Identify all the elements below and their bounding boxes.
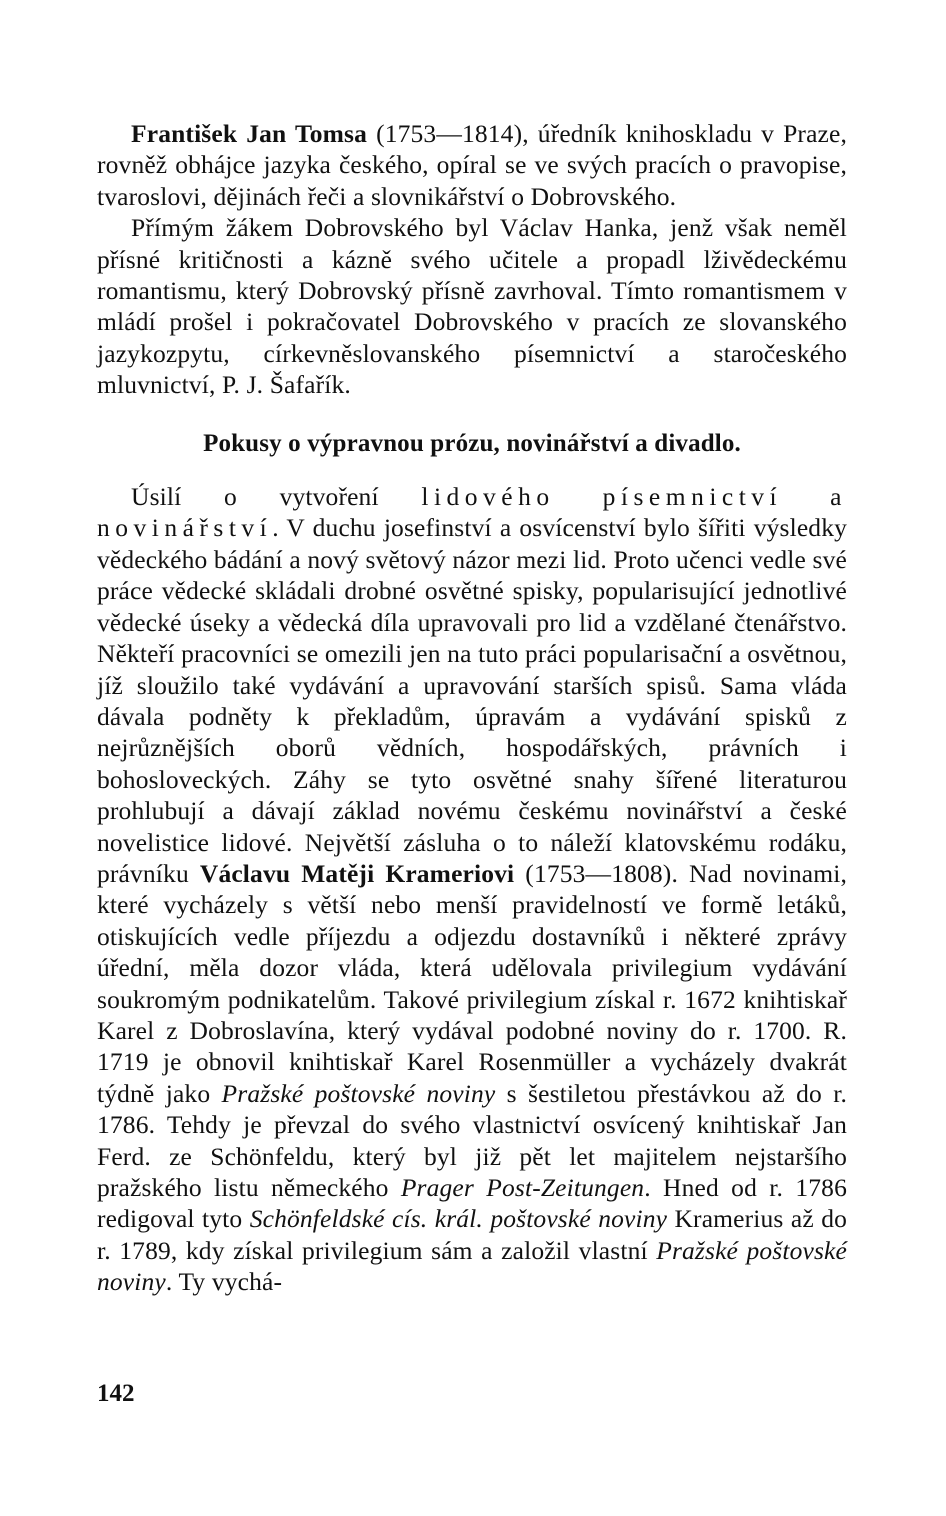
paragraph-text: (1753—1808). Nad novinami, které vycházely s větší nebo menší pravidelností ve formě letáků, otiskujících vedle příjezdu a odjezdu dostavníků i některé zprávy úřední, měla dozor vláda, která udělovala privilegium vydávání soukromým podnikatelům. Takové privilegium získal r. 1672 knihtiskař Karel z Dobroslavína, který vydával podobné noviny do r. 1700. R. 1719 je obnovil knihtiskař Karel Rosenmüller a vycházely dvakrát týdně jako [97,858,847,1108]
paragraph-text: s šestiletou přestávkou až do r. 1786. Tehdy je převzal do svého vlastnictví osvícený knihtiskař Jan Ferd. ze Schönfeldu, který byl již pět let majitelem nejstaršího pražského listu německého [97,1078,847,1202]
paragraph-text: . Ty vychá- [165,1267,283,1297]
paragraph-tomsa [97,118,847,212]
paragraph-text: . V duchu josefinství a osvícenství bylo šířiti výsledky vědeckého bádání a nový světový názor mezi lid. Proto učenci vedle své práce vědecké skládali drobné osvětné spisky, popularisující jednotlivé vědecké úseky a vědecká díla upravovali pro lid a vzdělané čtenářstvo. Někteří pracovníci se omezili jen na tuto práci popularisační a osvětnou, jíž sloužilo také vydávání a upravování starších spisů. Sama vláda dávala podněty k překladům, úpravám a vydávání spisků z nejrůznějších oborů vědních, hospodářských, právních i bohosloveckých. Záhy se tyto osvětné snahy šířené literaturou prohlubují a dávají základ novému českému novinářství a české novelistice lidové. Největší zásluha o to náleží klatovskému rodáku, právníku [97,513,847,888]
newspaper-title: Pražské poštovské noviny [221,1078,496,1108]
newspaper-title: Prager Post-Zeitungen [400,1173,645,1202]
newspaper-title: Schönfeldské cís. král. poštovské noviny [249,1204,668,1234]
person-name-tomsa: František Jan Tomsa [131,119,368,148]
page-number: 142 [97,1380,135,1407]
page-body [97,118,847,1298]
paragraph-hanka [97,212,847,400]
paragraph-text: (1753—1814), úředník knihoskladu v Praze, rovněž obhájce jazyka českého, opíral se ve svých pracích o pravopise, tvaroslovi, dějinách řeči a slovnikářství o Dobrovského. [97,119,847,211]
paragraph-text: Úsilí o vytvoření [131,482,422,512]
paragraph-text: Přímým žákem Dobrovského byl Václav Hanka, jenž však neměl přísné kritičnosti a kázně svého učitele a propadl lživědeckému romantismu, který Dobrovský přísně zavrhoval. Tímto romantismem v mládí prošel i pokračovatel Dobrovského v pracích ze slovanského jazykozpytu, církevněslovanského písemnictví a staročeského mluvnictví, P. J. Šafařík. [97,213,847,400]
newspaper-title: Pražské poštovské noviny [97,1235,847,1297]
emphasis-spaced: lidového písemnictví a novinářství [97,482,847,543]
paragraph-kramerius [97,481,847,1298]
paragraph-text: . Hned od r. 1786 redigoval tyto [97,1173,847,1234]
section-heading: Pokusy o výpravnou prózu, novinářství a divadlo. [203,429,741,457]
paragraph-text: Kramerius až do r. 1789, kdy získal privilegium sám a založil vlastní [97,1204,847,1265]
person-name-kramerius: Václavu Matěji Krameriovi [199,858,515,888]
